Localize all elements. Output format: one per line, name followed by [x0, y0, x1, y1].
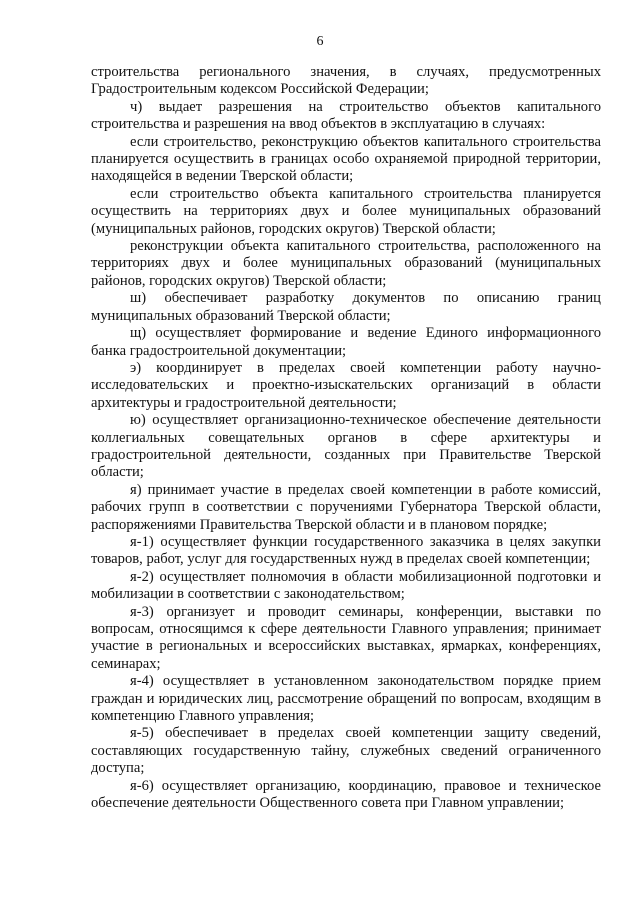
paragraph-subitem-protected-territory: если строительство, реконструкцию объектов капитального строительства планируется осуществить в границах особо охраняемой природной территории, находящейся в ведении Тверской области; [91, 133, 601, 185]
paragraph-item-ya-1: я-1) осуществляет функции государственного заказчика в целях закупки товаров, работ, услуг для государственных нужд в пределах своей компетенции; [91, 533, 601, 568]
paragraph-item-ya: я) принимает участие в пределах своей компетенции в работе комиссий, рабочих групп в соответствии с поручениями Губернатора Тверской области, распоряжениями Правительства Тверской области и в плановом порядке; [91, 481, 601, 533]
paragraph-item-ya-4: я-4) осуществляет в установленном законодательством порядке прием граждан и юридических лиц, рассмотрение обращений по вопросам, входящим в компетенцию Главного управления; [91, 673, 601, 725]
paragraph-item-ya-3: я-3) организует и проводит семинары, конференции, выставки по вопросам, относящимся к сфере деятельности Главного управления; принимает участие в региональных и всероссийских выставках, ярмарках, конференциях, семинарах; [91, 603, 601, 672]
paragraph-item-shch: щ) осуществляет формирование и ведение Единого информационного банка градостроительной документации; [91, 325, 601, 359]
paragraph-item-ya-2: я-2) осуществляет полномочия в области мобилизационной подготовки и мобилизации в соответствии с законодательством; [91, 568, 601, 603]
paragraph-item-ya-5: я-5) обеспечивает в пределах своей компетенции защиту сведений, составляющих государственную тайну, служебных сведений ограниченного доступа; [91, 725, 601, 777]
page-number: 6 [316, 34, 324, 49]
paragraph-item-ch: ч) выдает разрешения на строительство объектов капитального строительства и разрешения на ввод объектов в эксплуатацию в случаях: [91, 98, 601, 133]
document-body [91, 64, 601, 812]
paragraph-subitem-reconstruction: реконструкции объекта капитального строительства, расположенного на территориях двух и более муниципальных образований (муниципальных районов, городских округов) Тверской области; [91, 238, 601, 289]
paragraph-continuation: строительства регионального значения, в случаях, предусмотренных Градостроительным кодексом Российской Федерации; [91, 64, 601, 98]
paragraph-item-e: э) координирует в пределах своей компетенции работу научно-исследовательских и проектно-изыскательских организаций в области архитектуры и градостроительной деятельности; [91, 359, 601, 411]
paragraph-subitem-multi-municipal-construction: если строительство объекта капитального строительства планируется осуществить на территориях двух и более муниципальных образований (муниципальных районов, городских округов) Тверской области; [91, 185, 601, 237]
paragraph-item-ya-6: я-6) осуществляет организацию, координацию, правовое и техническое обеспечение деятельности Общественного совета при Главном управлении; [91, 777, 601, 812]
paragraph-item-sh: ш) обеспечивает разработку документов по описанию границ муниципальных образований Тверской области; [91, 290, 601, 324]
paragraph-item-yu: ю) осуществляет организационно-техническое обеспечение деятельности коллегиальных совещательных органов в сфере архитектуры и градостроительной деятельности, созданных при Правительстве Тверской области; [91, 412, 601, 481]
